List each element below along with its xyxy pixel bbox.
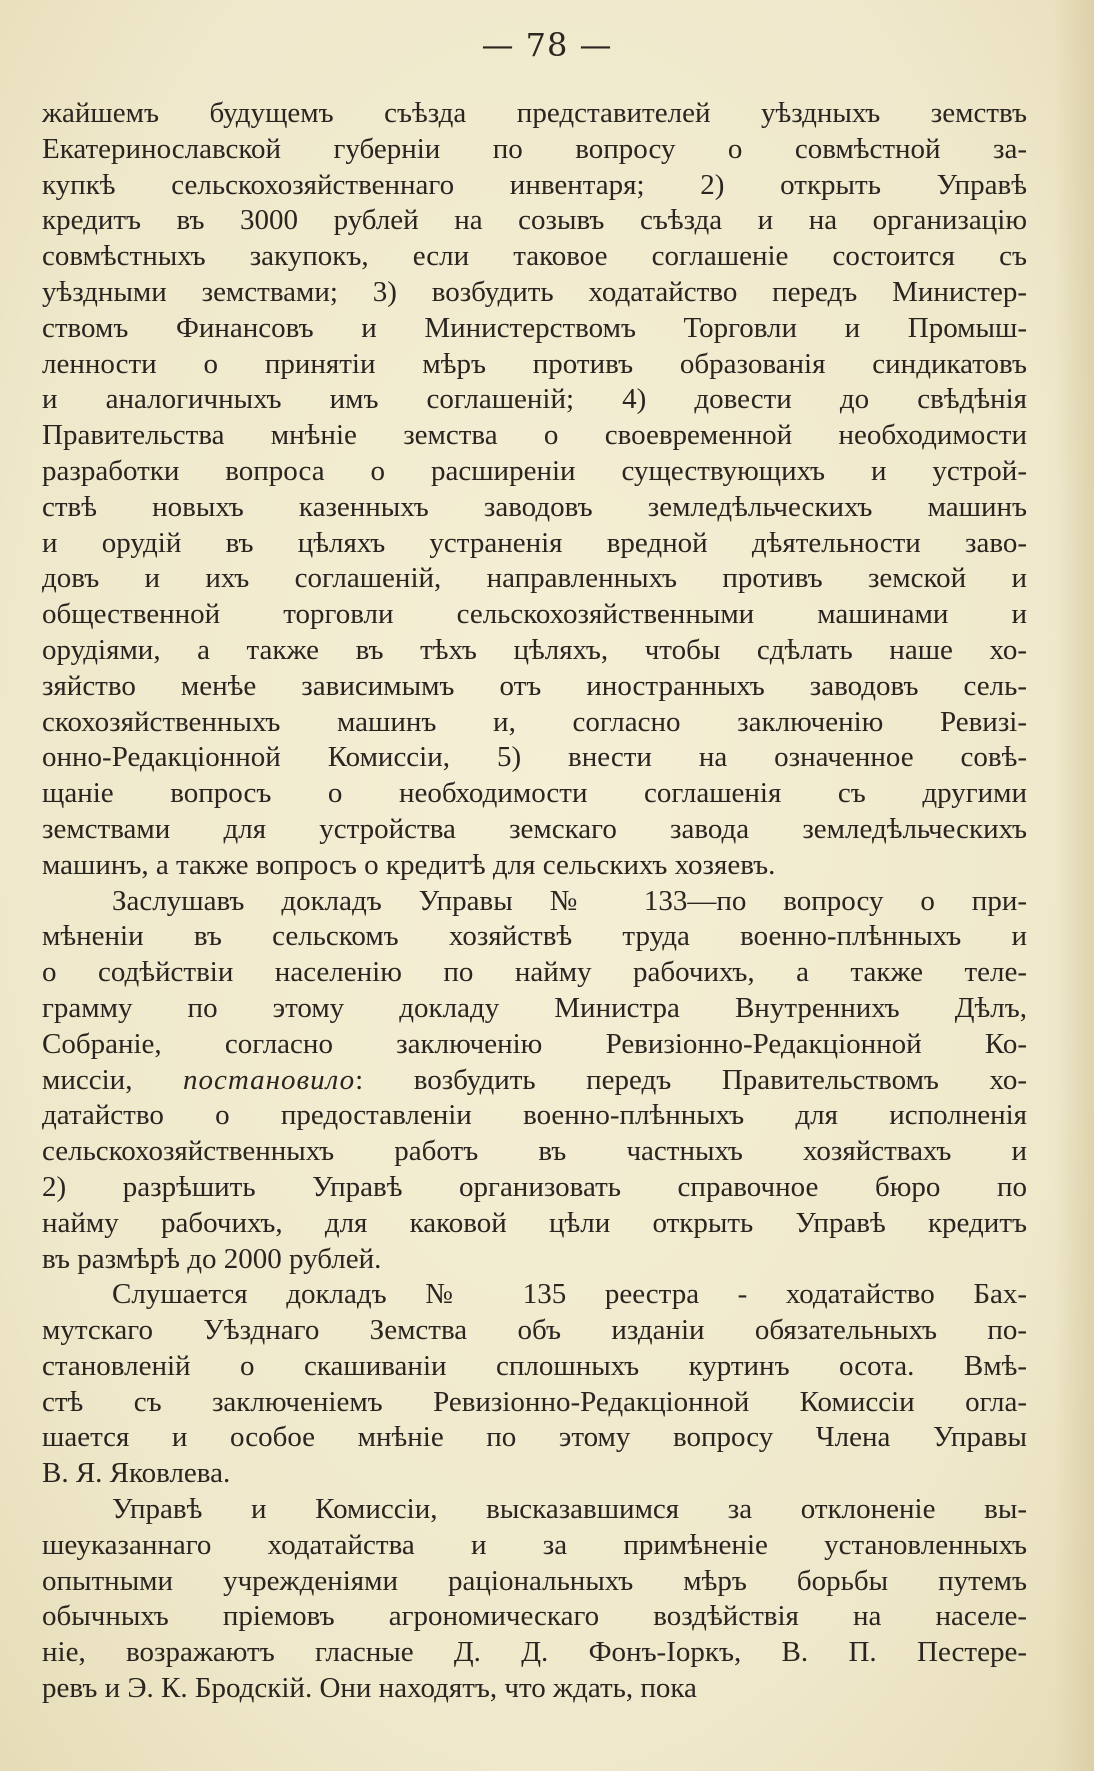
text-line: опытными учрежденіями раціональныхъ мѣръ борьбы путемъ	[42, 1564, 1027, 1597]
text-line: мѣненіи въ сельскомъ хозяйствѣ труда военно-плѣнныхъ и	[42, 920, 1027, 953]
text-line: найму рабочихъ, для каковой цѣли открыть Управѣ кредитъ	[42, 1206, 1027, 1239]
text-line: кредитъ въ 3000 рублей на созывъ съѣзда и на организацію	[42, 204, 1027, 237]
text-line: ніе, возражаютъ гласные Д. Д. Фонъ-Іоркъ, В. П. Пестере-	[42, 1636, 1027, 1669]
page-edge-shadow	[1054, 0, 1094, 1771]
paragraph	[42, 96, 1027, 884]
text-line: орудіями, а также въ тѣхъ цѣляхъ, чтобы сдѣлать наше хо-	[42, 633, 1027, 666]
text-line: и орудій въ цѣляхъ устраненія вредной дѣятельности заво-	[42, 526, 1027, 559]
text-line: стѣ съ заключеніемъ Ревизіонно-Редакціонной Комиссіи огла-	[42, 1385, 1027, 1418]
text-line: купкѣ сельскохозяйственнаго инвентаря; 2) открыть Управѣ	[42, 168, 1027, 201]
body-text	[42, 96, 1027, 1707]
text-line: В. Я. Яковлева.	[42, 1457, 231, 1490]
text-line: Собраніе, согласно заключенію Ревизіонно-Редакціонной Ко-	[42, 1027, 1027, 1060]
text-line: Екатеринославской губерніи по вопросу о совмѣстной за-	[42, 132, 1027, 165]
text-line: ствѣ новыхъ казенныхъ заводовъ земледѣльческихъ машинъ	[42, 490, 1027, 523]
paragraph	[42, 1277, 1027, 1492]
text-line: разработки вопроса о расширеніи существующихъ и устрой-	[42, 454, 1027, 487]
text-line: онно-Редакціонной Комиссіи, 5) внести на означенное совѣ-	[42, 741, 1027, 774]
text-line: грамму по этому докладу Министра Внутреннихъ Дѣлъ,	[42, 991, 1027, 1024]
emphasis-text: постановило	[182, 1063, 356, 1096]
text-line: общественной торговли сельскохозяйственными машинами и	[42, 598, 1027, 631]
text-line: щаніе вопросъ о необходимости соглашенія съ другими	[42, 777, 1027, 810]
text-line: ствомъ Финансовъ и Министерствомъ Торговли и Промыш-	[42, 311, 1027, 344]
text-line: ревъ и Э. К. Бродскій. Они находятъ, что ждать, пока	[42, 1672, 697, 1705]
text-line: жайшемъ будущемъ съѣзда представителей уѣздныхъ земствъ	[42, 97, 1027, 129]
text-line: о содѣйствіи населенію по найму рабочихъ, а также теле-	[42, 956, 1027, 989]
text-line: въ размѣрѣ до 2000 рублей.	[42, 1242, 382, 1275]
text-line: 2) разрѣшить Управѣ организовать справочное бюро по	[42, 1170, 1027, 1203]
text-line: зяйство менѣе зависимымъ отъ иностранныхъ заводовъ сель-	[42, 669, 1027, 702]
text-line: Правительства мнѣніе земства о своевременной необходимости	[42, 419, 1027, 452]
text-line: обычныхъ пріемовъ агрономическаго воздѣйствія на населе-	[42, 1600, 1027, 1633]
text-line: датайство о предоставленіи военно-плѣнныхъ для исполненія	[42, 1099, 1027, 1132]
text-line: мутскаго Уѣзднаго Земства объ изданіи обязательныхъ по-	[42, 1314, 1027, 1347]
text-line: сельскохозяйственныхъ работъ въ частныхъ хозяйствахъ и	[42, 1135, 1027, 1168]
text-line: и аналогичныхъ имъ соглашеній; 4) довести до свѣдѣнія	[42, 383, 1027, 416]
page-number: — 78 —	[481, 26, 613, 64]
paragraph	[42, 884, 1027, 1278]
text-line: Управѣ и Комиссіи, высказавшимся за отклоненіе вы-	[112, 1493, 1027, 1526]
text-line: скохозяйственныхъ машинъ и, согласно заключенію Ревизі-	[42, 705, 1027, 738]
text-line: земствами для устройства земскаго завода земледѣльческихъ	[42, 812, 1027, 845]
text-line: уѣздными земствами; 3) возбудить ходатайство передъ Министер-	[42, 275, 1027, 308]
text-line: довъ и ихъ соглашеній, направленныхъ противъ земской и	[42, 562, 1027, 595]
text-line: миссіи, постановило: возбудить передъ Правительствомъ хо-	[42, 1063, 1027, 1096]
text-line: Слушается докладъ № 135 реестра - ходатайство Бах-	[112, 1278, 1027, 1311]
text-line: ленности о принятіи мѣръ противъ образованія синдикатовъ	[42, 347, 1027, 380]
paragraph	[42, 1492, 1027, 1707]
text-line: становленій о скашиваніи сплошныхъ куртинъ осота. Вмѣ-	[42, 1349, 1027, 1382]
text-line: шеуказаннаго ходатайства и за примѣненіе установленныхъ	[42, 1528, 1027, 1561]
text-line: машинъ, а также вопросъ о кредитѣ для сельскихъ хозяевъ.	[42, 848, 776, 881]
text-line: совмѣстныхъ закупокъ, если таковое соглашеніе состоится съ	[42, 240, 1027, 273]
text-line: Заслушавъ докладъ Управы № 133—по вопросу о при-	[112, 884, 1027, 917]
text-line: шается и особое мнѣніе по этому вопросу Члена Управы	[42, 1421, 1027, 1454]
